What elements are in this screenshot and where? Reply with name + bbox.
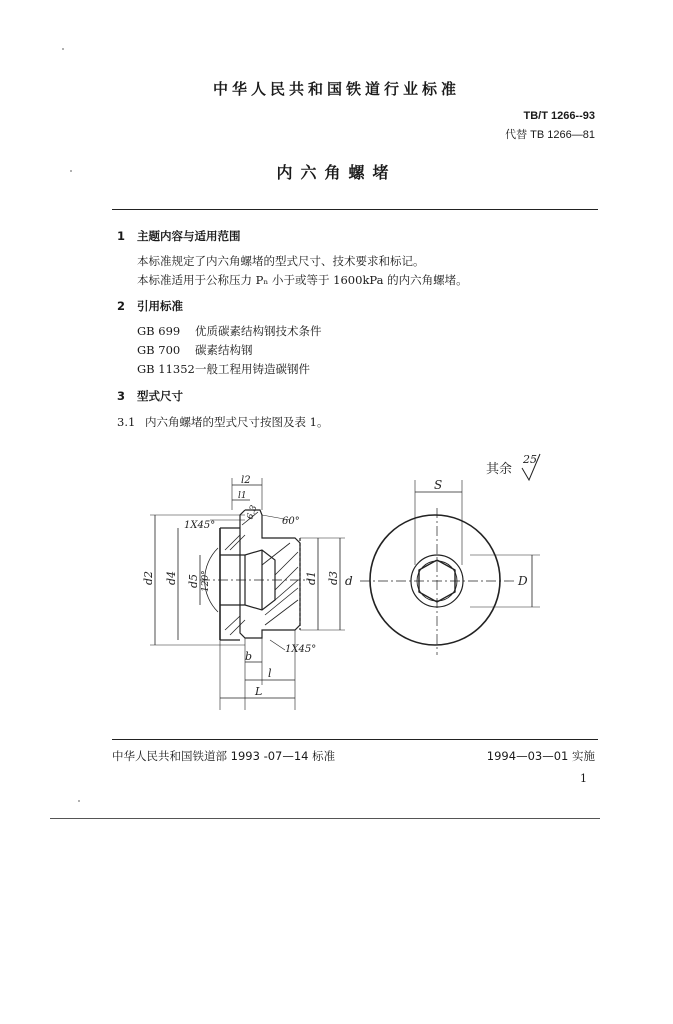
label-angle-60: 60° [282,516,300,527]
replaces-code: 代替 TB 1266—81 [505,129,595,141]
scan-speck [78,800,80,802]
section-1-paragraph-1: 本标准规定了内六角螺堵的型式尺寸、技术要求和标记。 [137,254,425,268]
label-l1: l1 [238,491,247,501]
label-l2: l2 [241,475,251,486]
label-d1: d1 [305,570,318,585]
label-angle-120: 120° [201,570,211,592]
label-d: d [345,574,353,588]
standard-title: 中华人民共和国铁道行业标准 [212,80,460,98]
label-S: S [434,478,443,492]
page-number: 1 [580,772,587,785]
reference-item: GB 700 碳素结构钢 [137,343,253,357]
label-d4: d4 [165,570,178,585]
section-3-heading: 3 型式尺寸 [117,389,183,403]
section-1-paragraph-2: 本标准适用于公称压力 Pₙ 小于或等于 1600kPa 的内六角螺堵。 [137,273,468,287]
header-rule [112,209,598,210]
section-2-heading: 2 引用标准 [117,299,183,313]
reference-item: GB 699 优质碳素结构钢技术条件 [137,324,322,338]
label-l: l [268,667,272,680]
label-d5: d5 [187,573,200,588]
label-chamfer-top: 1X45° [184,520,216,531]
label-d2: d2 [142,570,155,585]
effective-date: 1994—03—01 实施 [486,749,595,763]
roughness-value: 25 [523,453,537,466]
end-view [360,480,540,655]
footer-rule [112,739,598,740]
label-b: b [245,650,253,663]
label-L: L [255,685,263,698]
issuer-line: 中华人民共和国铁道部 1993 -07—14 标准 [112,749,336,763]
label-D: D [518,574,528,588]
label-d3: d3 [327,570,340,585]
hex-plug-drawing [0,440,673,730]
scan-speck [62,48,64,50]
section-3-1-text: 3.1 内六角螺堵的型式尺寸按图及表 1。 [117,415,329,429]
page-bottom-rule [50,818,600,819]
roughness-note: 其余 [486,462,513,477]
standard-code: TB/T 1266--93 [523,110,595,122]
section-1-heading: 1 主题内容与适用范围 [117,229,241,243]
document-title: 内六角螺堵 [276,163,397,182]
reference-item: GB 11352一般工程用铸造碳钢件 [137,362,310,376]
label-chamfer-bottom: 1X45° [285,644,317,655]
scan-speck [70,170,72,172]
label-roughness-6-3: 6.3 [245,504,260,522]
